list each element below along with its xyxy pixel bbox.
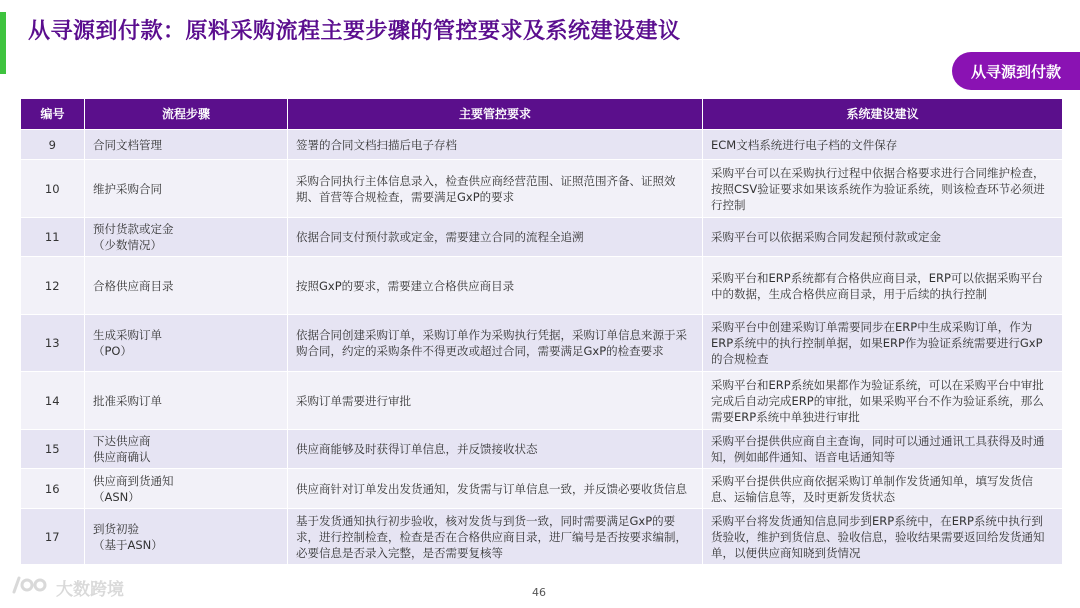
- row-id: 11: [21, 218, 85, 257]
- row-requirement: 按照GxP的要求，需要建立合格供应商目录: [288, 257, 703, 315]
- row-suggestion: 采购平台可以依据采购合同发起预付款或定金: [703, 218, 1063, 257]
- table-row: [21, 130, 1063, 160]
- row-requirement: 依据合同创建采购订单，采购订单作为采购执行凭据，采购订单信息来源于采购合同，约定的采购条件不得更改或超过合同，需要满足GxP的检查要求: [288, 315, 703, 372]
- logo-icon: [10, 574, 50, 601]
- row-step: 维护采购合同: [85, 160, 288, 218]
- row-suggestion: 采购平台和ERP系统都有合格供应商目录，ERP可以依据采购平台中的数据，生成合格供应商目录，用于后续的执行控制: [703, 257, 1063, 315]
- row-requirement: 依据合同支付预付款或定金，需要建立合同的流程全追溯: [288, 218, 703, 257]
- row-id: 10: [21, 160, 85, 218]
- row-suggestion: 采购平台提供供应商依据采购订单制作发货通知单，填写发货信息、运输信息等，及时更新发货状态: [703, 469, 1063, 509]
- table-row: [21, 315, 1063, 372]
- row-suggestion: 采购平台可以在采购执行过程中依据合格要求进行合同维护检查，按照CSV验证要求如果该系统作为验证系统，则该检查环节必须进行控制: [703, 160, 1063, 218]
- row-id: 9: [21, 130, 85, 160]
- table-row: [21, 218, 1063, 257]
- row-suggestion: 采购平台中创建采购订单需要同步在ERP中生成采购订单，作为ERP系统中的执行控制单据，如果ERP作为验证系统需要进行GxP的合规检查: [703, 315, 1063, 372]
- logo-text: 大数跨境: [56, 580, 124, 600]
- row-step: 合同文档管理: [85, 130, 288, 160]
- row-requirement: 采购订单需要进行审批: [288, 372, 703, 430]
- section-tag: 从寻源到付款: [952, 52, 1080, 90]
- row-step: 到货初验 （基于ASN）: [85, 509, 288, 565]
- row-suggestion: ECM文档系统进行电子档的文件保存: [703, 130, 1063, 160]
- col-header-suggestion: 系统建设建议: [703, 99, 1063, 130]
- table-row: [21, 509, 1063, 565]
- table-row: [21, 160, 1063, 218]
- col-header-step: 流程步骤: [85, 99, 288, 130]
- row-step: 合格供应商目录: [85, 257, 288, 315]
- row-id: 12: [21, 257, 85, 315]
- table-row: [21, 257, 1063, 315]
- row-suggestion: 采购平台和ERP系统如果都作为验证系统，可以在采购平台中审批完成后自动完成ERP的审批，如果采购平台不作为验证系统，那么需要ERP系统中单独进行审批: [703, 372, 1063, 430]
- table-row: [21, 430, 1063, 469]
- col-header-requirement: 主要管控要求: [288, 99, 703, 130]
- col-header-id: 编号: [21, 99, 85, 130]
- row-id: 14: [21, 372, 85, 430]
- table-header-row: [21, 99, 1063, 130]
- table-row: [21, 372, 1063, 430]
- row-requirement: 签署的合同文档扫描后电子存档: [288, 130, 703, 160]
- row-step: 预付货款或定金 （少数情况）: [85, 218, 288, 257]
- row-step: 批准采购订单: [85, 372, 288, 430]
- row-id: 15: [21, 430, 85, 469]
- row-requirement: 供应商针对订单发出发货通知，发货需与订单信息一致，并反馈必要收货信息: [288, 469, 703, 509]
- row-step: 生成采购订单 （PO）: [85, 315, 288, 372]
- row-requirement: 供应商能够及时获得订单信息，并反馈接收状态: [288, 430, 703, 469]
- page-number: 46: [532, 586, 546, 599]
- row-step: 供应商到货通知 （ASN）: [85, 469, 288, 509]
- row-id: 17: [21, 509, 85, 565]
- footer-logo: [10, 574, 124, 601]
- page-title: 从寻源到付款：原料采购流程主要步骤的管控要求及系统建设建议: [28, 19, 681, 44]
- table-row: [21, 469, 1063, 509]
- row-id: 13: [21, 315, 85, 372]
- row-requirement: 基于发货通知执行初步验收，核对发货与到货一致，同时需要满足GxP的要求，进行控制检查，检查是否在合格供应商目录，进厂编号是否按要求编制，必要信息是否录入完整，是否需要复核等: [288, 509, 703, 565]
- row-id: 16: [21, 469, 85, 509]
- row-requirement: 采购合同执行主体信息录入，检查供应商经营范围、证照范围齐备、证照效期、首营等合规检查，需要满足GxP的要求: [288, 160, 703, 218]
- row-suggestion: 采购平台将发货通知信息同步到ERP系统中，在ERP系统中执行到货验收，维护到货信息、验收信息，验收结果需要返回给发货通知单，以便供应商知晓到货情况: [703, 509, 1063, 565]
- process-table: [20, 98, 1063, 565]
- row-suggestion: 采购平台提供供应商自主查询，同时可以通过通讯工具获得及时通知，例如邮件通知、语音电话通知等: [703, 430, 1063, 469]
- accent-bar: [0, 12, 6, 74]
- row-step: 下达供应商 供应商确认: [85, 430, 288, 469]
